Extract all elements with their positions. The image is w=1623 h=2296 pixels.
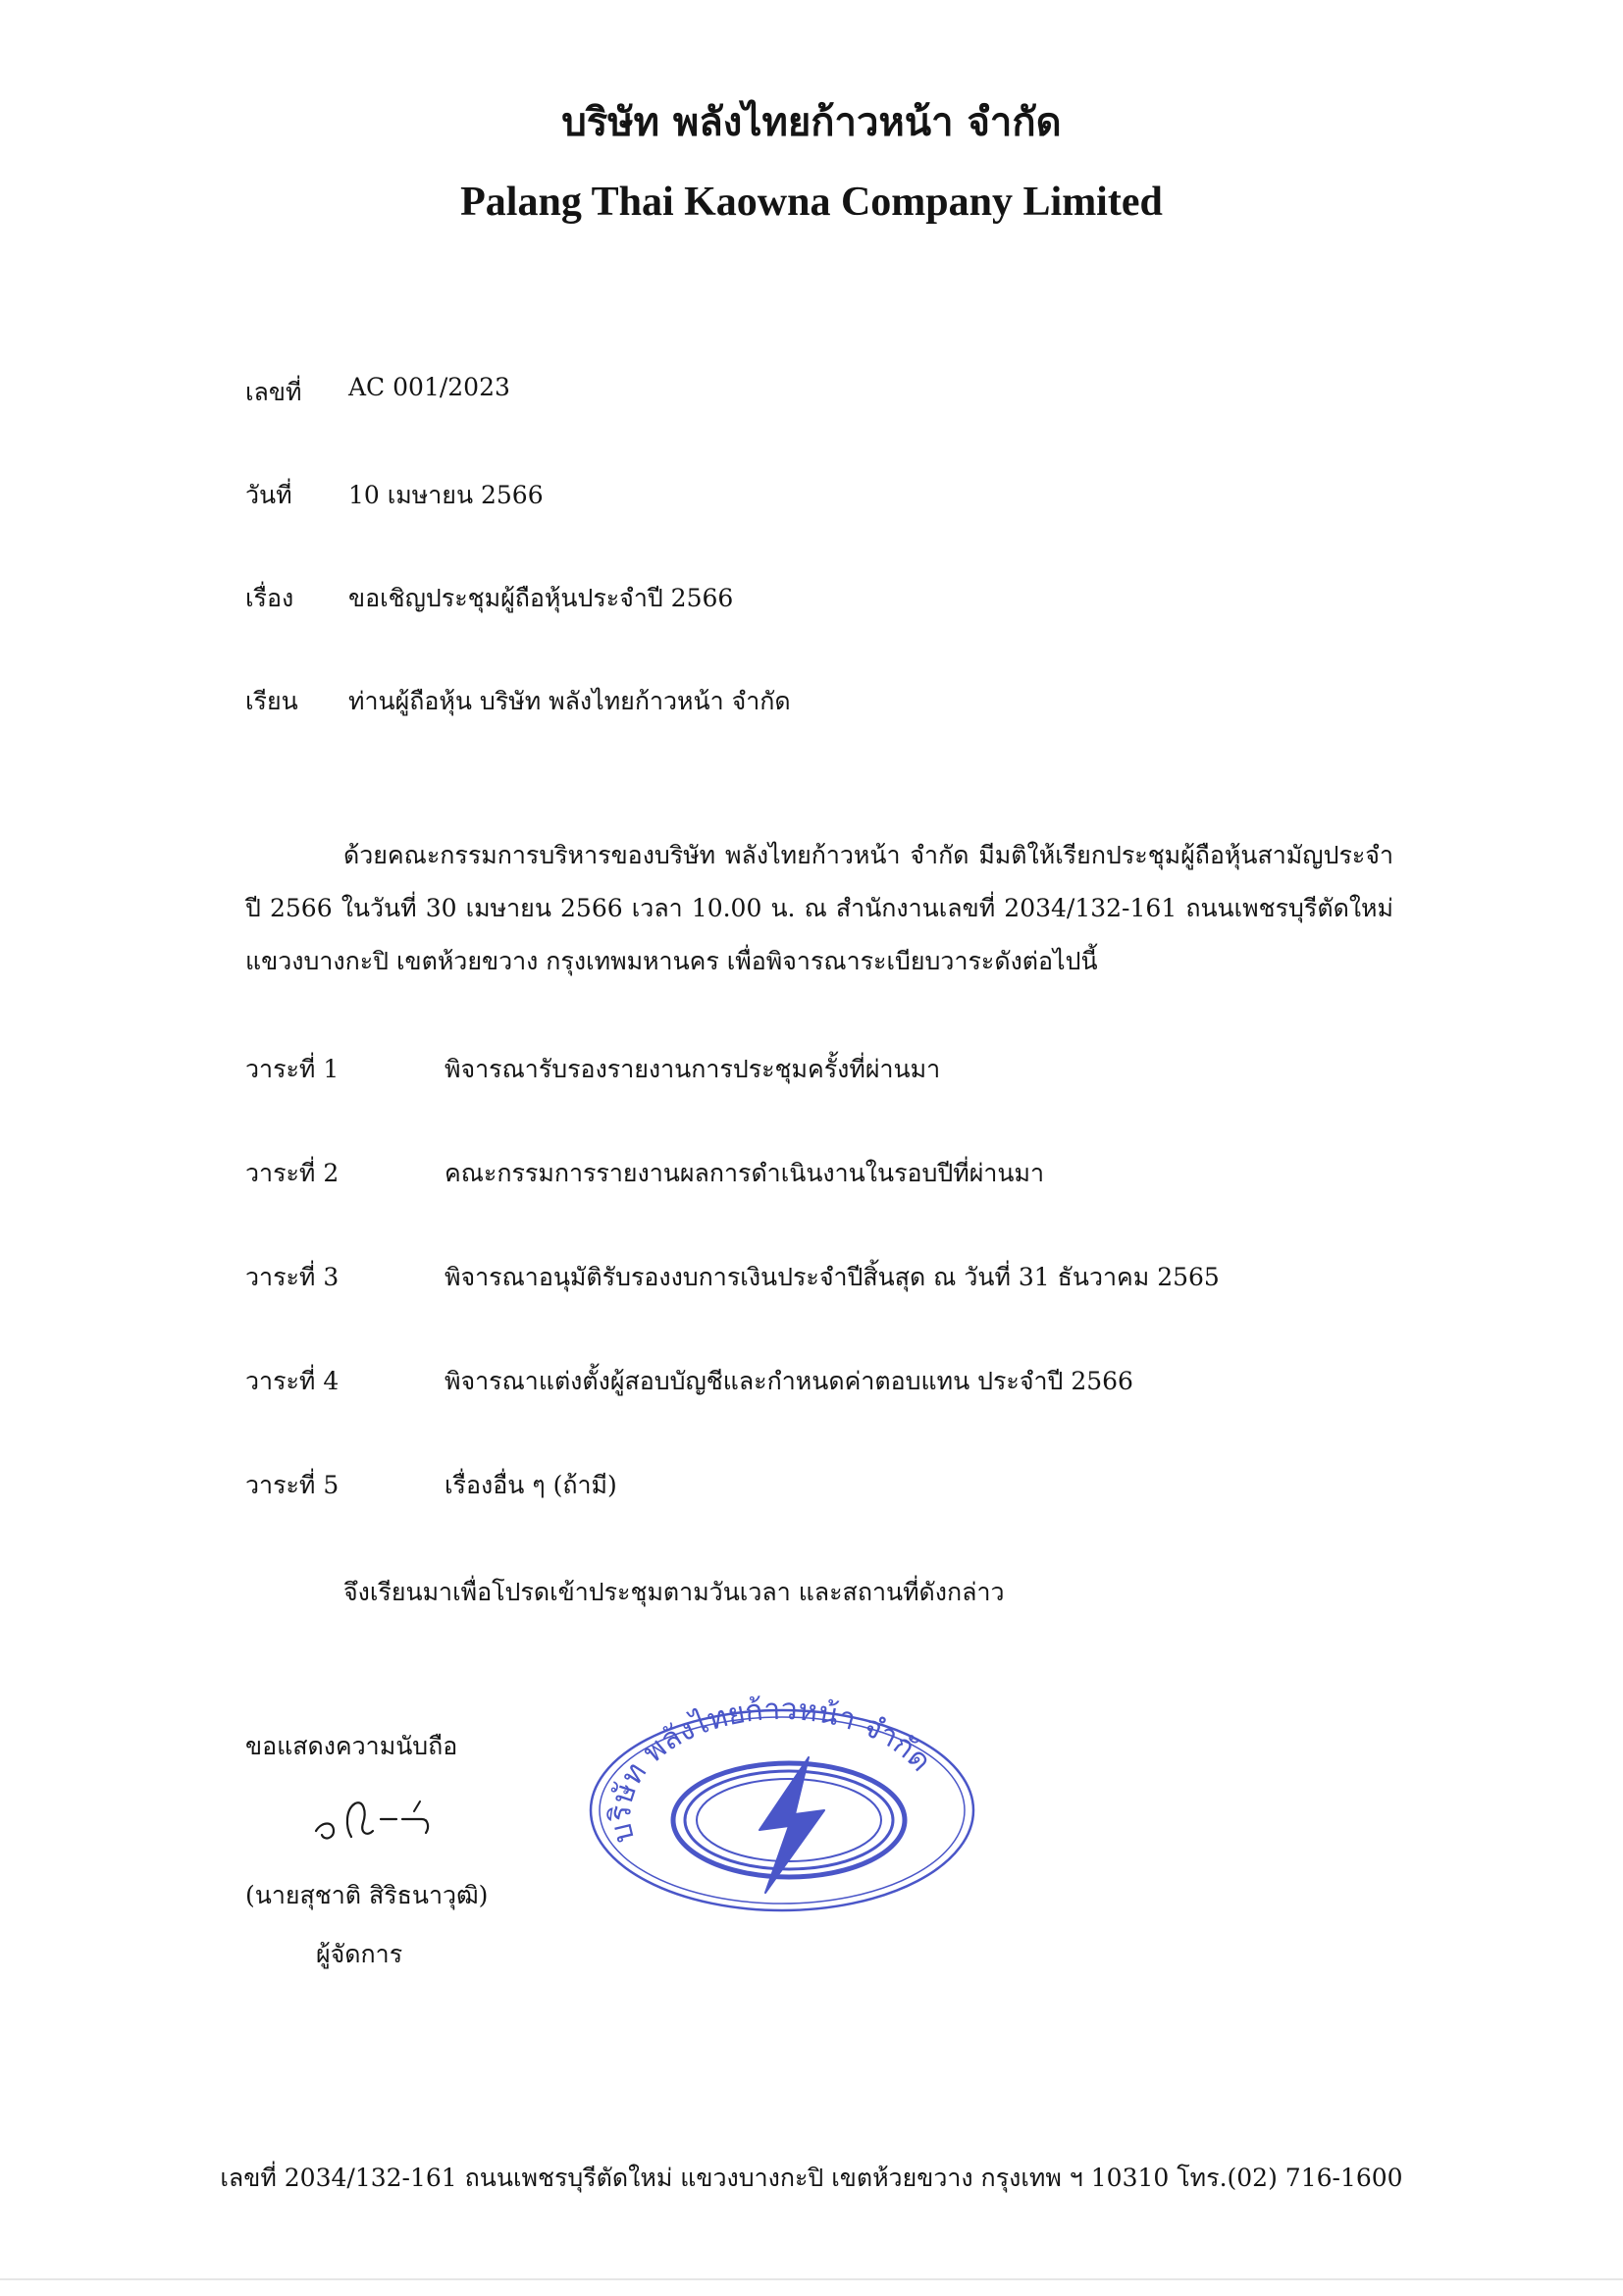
signatory-title: ผู้จัดการ — [316, 1940, 403, 1968]
company-name-english: Palang Thai Kaowna Company Limited — [460, 180, 1163, 225]
company-name-thai: บริษัท พลังไทยก้าวหน้า จำกัด — [561, 99, 1062, 145]
number-value: AC 001/2023 — [348, 373, 510, 401]
number-label: เลขที่ — [245, 378, 302, 406]
agenda-text-5: เรื่องอื่น ๆ (ถ้ามี) — [445, 1471, 617, 1499]
date-value: 10 เมษายน 2566 — [348, 481, 544, 509]
agenda-text-1: พิจารณารับรองรายงานการประชุมครั้งที่ผ่านมา — [445, 1055, 941, 1083]
agenda-label-2: วาระที่ 2 — [245, 1159, 340, 1187]
agenda-text-4: พิจารณาแต่งตั้งผู้สอบบัญชีและกำหนดค่าตอบแทน ประจำปี 2566 — [445, 1367, 1133, 1395]
recipient-label: เรียน — [245, 687, 298, 715]
agenda-text-3: พิจารณาอนุมัติรับรองงบการเงินประจำปีสิ้นสุด ณ วันที่ 31 ธันวาคม 2565 — [445, 1263, 1220, 1291]
regards-text: ขอแสดงความนับถือ — [245, 1732, 458, 1760]
agenda-label-3: วาระที่ 3 — [245, 1263, 340, 1291]
signatory-name: (นายสุชาติ สิริธนาวุฒิ) — [245, 1881, 489, 1909]
recipient-value: ท่านผู้ถือหุ้น บริษัท พลังไทยก้าวหน้า จำกัด — [348, 687, 791, 715]
agenda-label-4: วาระที่ 4 — [245, 1367, 340, 1395]
agenda-text-2: คณะกรรมการรายงานผลการดำเนินงานในรอบปีที่ผ่านมา — [445, 1159, 1045, 1187]
footer-address: เลขที่ 2034/132-161 ถนนเพชรบุรีตัดใหม่ แขวงบางกะปิ เขตห้วยขวาง กรุงเทพ ฯ 10310 โทร.(02) 716-1600 — [220, 2164, 1403, 2192]
body-paragraph — [245, 829, 1393, 988]
subject-label: เรื่อง — [245, 584, 294, 612]
date-label: วันที่ — [245, 481, 292, 509]
agenda-label-1: วาระที่ 1 — [245, 1055, 340, 1083]
body-paragraph-text: ด้วยคณะกรรมการบริหารของบริษัท พลังไทยก้าวหน้า จำกัด มีมติให้เรียกประชุมผู้ถือหุ้นสามัญประจำปี 2566 ในวันที่ 30 เมษายน 2566 เวลา 10.00 น. ณ สำนักงานเลขที่ 2034/132-161 ถนนเพชรบุรีตัดใหม่ แขวงบางกะปิ เขตห้วยขวาง กรุงเทพมหานคร เพื่อพิจารณาระเบียบวาระดังต่อไปนี้ — [245, 841, 1393, 975]
closing-sentence: จึงเรียนมาเพื่อโปรดเข้าประชุมตามวันเวลา และสถานที่ดังกล่าว — [343, 1578, 1005, 1606]
page-bottom-edge — [0, 2278, 1623, 2280]
agenda-label-5: วาระที่ 5 — [245, 1471, 340, 1499]
lightning-bolt-icon — [759, 1757, 824, 1893]
subject-value: ขอเชิญประชุมผู้ถือหุ้นประจำปี 2566 — [348, 584, 734, 612]
seal-text: บริษัท พลังไทยก้าวหน้า จำกัด — [603, 1692, 938, 1847]
handwritten-signature — [312, 1792, 449, 1854]
company-seal — [581, 1683, 983, 1922]
